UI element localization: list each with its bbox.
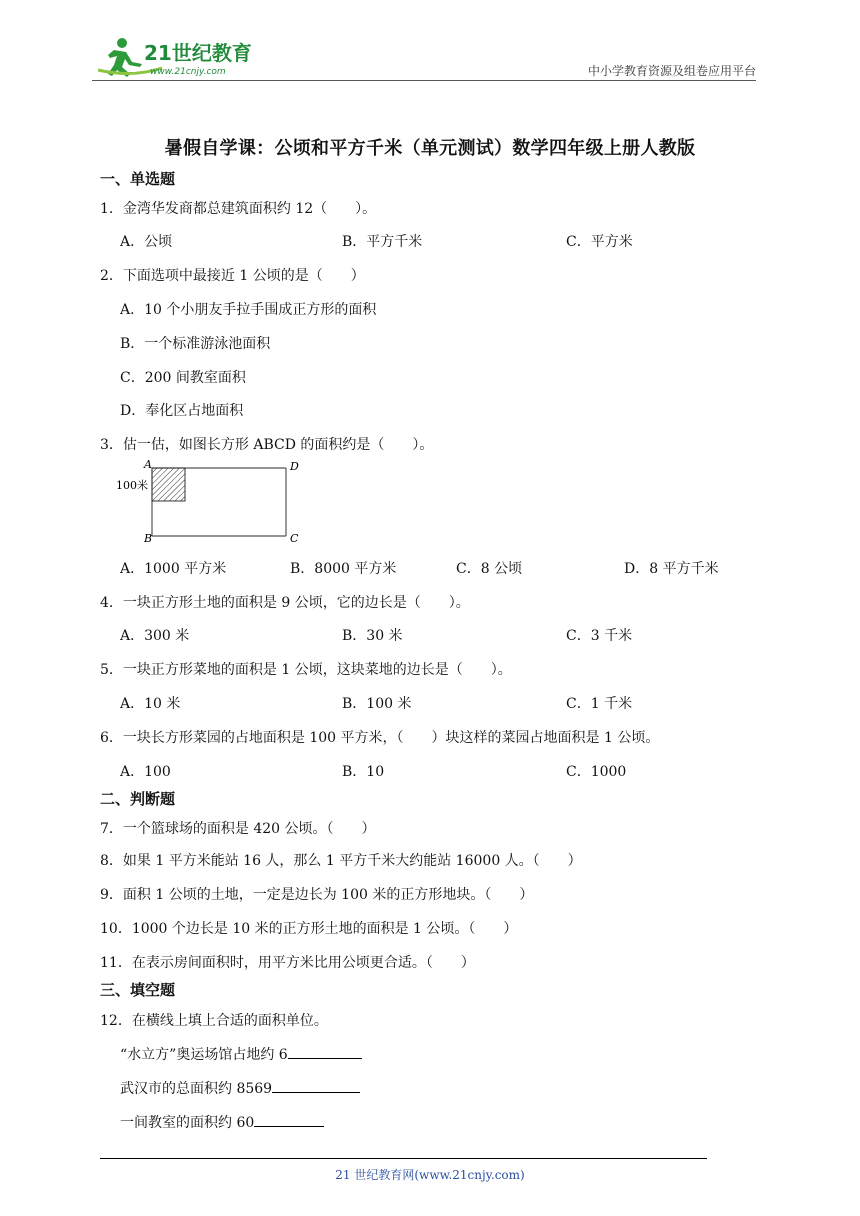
label-b: B [144, 532, 153, 545]
label-c: C [290, 532, 299, 545]
header-divider [92, 80, 756, 81]
q12-line-2: 武汉市的总面积约 8569 [120, 1076, 360, 1098]
logo-runner-icon [92, 34, 262, 80]
section-heading-single-choice: 一、单选题 [100, 170, 176, 188]
q2-option-b: B．一个标准游泳池面积 [120, 336, 271, 352]
q3-option-d: D．8 平方千米 [624, 561, 719, 577]
q2-option-d: D．奉化区占地面积 [120, 403, 244, 419]
question-6: 6．一块长方形菜园的占地面积是 100 平方米，（ ）块这样的菜园占地面积是 1 公顷。 [100, 730, 660, 746]
footer-link[interactable]: 21 世纪教育网(www.21cnjy.com) [335, 1168, 525, 1182]
q4-option-c: C．3 千米 [566, 628, 633, 644]
section-heading-true-false: 二、判断题 [100, 790, 176, 808]
q3-option-b: B．8000 平方米 [290, 561, 397, 577]
q12-line-3: 一间教室的面积约 60 [120, 1110, 324, 1132]
question-4: 4．一块正方形土地的面积是 9 公顷，它的边长是（ ）。 [100, 595, 470, 611]
q12-blank-2[interactable] [272, 1076, 360, 1093]
hatched-square [152, 468, 185, 501]
q5-option-a: A．10 米 [120, 696, 181, 712]
page-title: 暑假自学课：公顷和平方千米（单元测试）数学四年级上册人教版 [164, 138, 696, 159]
site-logo [92, 34, 262, 80]
question-5: 5．一块正方形菜地的面积是 1 公顷，这块菜地的边长是（ ）。 [100, 662, 512, 678]
q3-option-c: C．8 公顷 [456, 561, 523, 577]
q2-option-c: C．200 间教室面积 [120, 370, 246, 386]
label-100m: 100米 [116, 479, 148, 492]
footer-divider [100, 1158, 707, 1159]
question-2: 2．下面选项中最接近 1 公顷的是（ ） [100, 268, 365, 284]
q6-option-a: A．100 [120, 764, 171, 780]
q1-option-b: B．平方千米 [342, 234, 423, 250]
q3-option-a: A．1000 平方米 [120, 561, 227, 577]
svg-text:21世纪教育: 21世纪教育 [144, 41, 252, 65]
question-10: 10．1000 个边长是 10 米的正方形土地的面积是 1 公顷。（ ） [100, 921, 518, 937]
question-9: 9．面积 1 公顷的土地，一定是边长为 100 米的正方形地块。（ ） [100, 887, 534, 903]
q6-option-c: C．1000 [566, 764, 627, 780]
q1-option-a: A．公顷 [120, 234, 173, 250]
q5-option-c: C．1 千米 [566, 696, 633, 712]
header-platform-text: 中小学教育资源及组卷应用平台 [587, 64, 756, 78]
q1-option-c: C．平方米 [566, 234, 633, 250]
question-7: 7．一个篮球场的面积是 420 公顷。（ ） [100, 821, 376, 837]
q12-line-1: “水立方”奥运场馆占地约 6 [120, 1042, 362, 1064]
svg-text:www.21cnjy.com: www.21cnjy.com [150, 67, 226, 77]
rectangle-abcd-figure [112, 456, 302, 546]
label-d: D [290, 460, 299, 473]
q6-option-b: B．10 [342, 764, 385, 780]
q4-option-b: B．30 米 [342, 628, 403, 644]
q12-blank-1[interactable] [288, 1042, 362, 1059]
question-8: 8．如果 1 平方米能站 16 人，那么 1 平方千米大约能站 16000 人。（ ） [100, 853, 582, 869]
q5-option-b: B．100 米 [342, 696, 412, 712]
q2-option-a: A．10 个小朋友手拉手围成正方形的面积 [120, 302, 377, 318]
label-a: A [144, 458, 152, 471]
question-3: 3．估一估，如图长方形 ABCD 的面积约是（ ）。 [100, 437, 434, 453]
section-heading-fill-in: 三、填空题 [100, 981, 176, 999]
q12-blank-3[interactable] [254, 1110, 324, 1127]
question-1: 1．金湾华发商都总建筑面积约 12（ ）。 [100, 201, 377, 217]
question-12: 12．在横线上填上合适的面积单位。 [100, 1013, 328, 1029]
q4-option-a: A．300 米 [120, 628, 190, 644]
question-11: 11．在表示房间面积时，用平方米比用公顷更合适。（ ） [100, 955, 475, 971]
